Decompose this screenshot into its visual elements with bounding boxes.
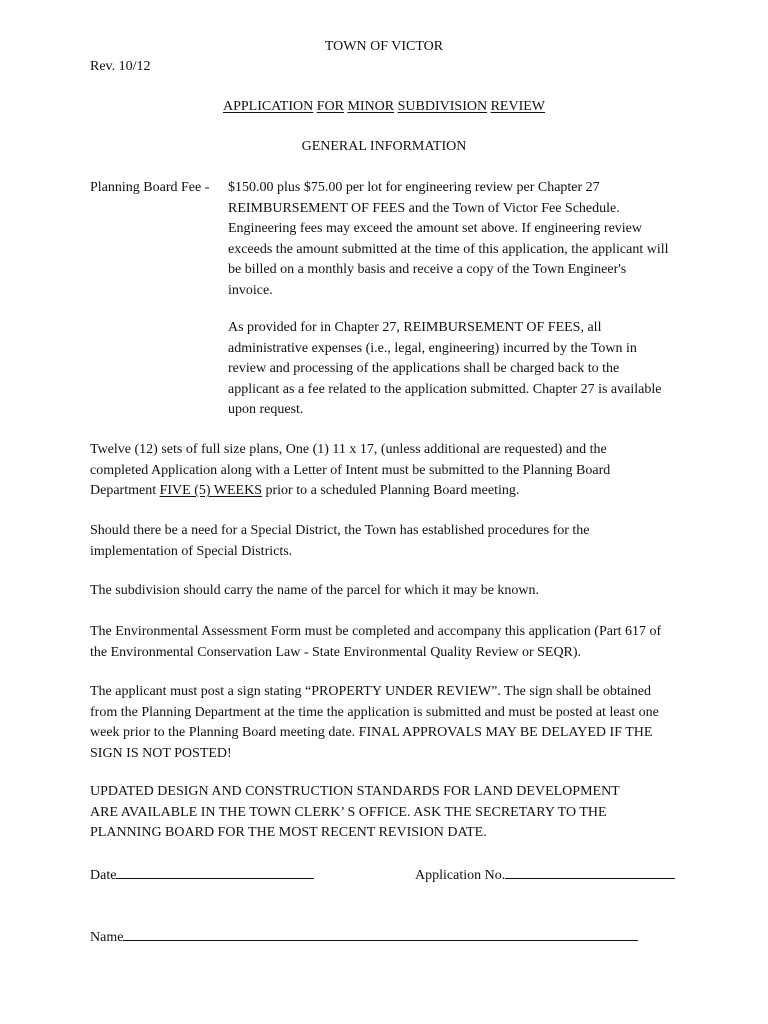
- text-line: week prior to the Planning Board meeting date. FINAL APPROVALS MAY BE DELAYED IF THE: [90, 725, 653, 740]
- special-district-paragraph: [90, 521, 690, 562]
- naming-paragraph: The subdivision should carry the name of the parcel for which it may be known.: [90, 583, 540, 598]
- section-heading: GENERAL INFORMATION: [301, 139, 467, 154]
- text-line: As provided for in Chapter 27, REIMBURSEMENT OF FEES, all: [228, 320, 602, 335]
- text-line: be billed on a monthly basis and receive a copy of the Town Engineer's: [228, 262, 627, 277]
- text-line: REIMBURSEMENT OF FEES and the Town of Victor Fee Schedule.: [228, 200, 620, 216]
- title-word: REVIEW: [490, 99, 546, 114]
- text-line: The applicant must post a sign stating “PROPERTY UNDER REVIEW”. The sign shall be obtained: [90, 684, 652, 699]
- text-line: implementation of Special Districts.: [90, 543, 293, 559]
- text-line: from the Planning Department at the time the application is submitted and must be posted at least one: [90, 704, 659, 720]
- text-line: Engineering fees may exceed the amount set above. If engineering review: [228, 221, 642, 236]
- name-field[interactable]: [90, 925, 638, 949]
- text-fragment: prior to a scheduled Planning Board meeting.: [262, 483, 520, 498]
- text-line: exceeds the amount submitted at the time of this application, the applicant will: [228, 241, 669, 257]
- title-word: MINOR: [347, 99, 395, 114]
- date-field[interactable]: [90, 863, 314, 887]
- text-line: completed Application along with a Letter of Intent must be submitted to the Planning Board: [90, 462, 611, 478]
- deadline-emphasis: FIVE (5) WEEKS: [159, 483, 262, 498]
- environmental-paragraph: [90, 622, 690, 663]
- text-line: invoice.: [228, 282, 273, 298]
- date-blank[interactable]: [116, 863, 314, 879]
- fee-description: [228, 178, 688, 301]
- title-word: SUBDIVISION: [397, 99, 488, 114]
- fee-label: Planning Board Fee -: [90, 180, 210, 195]
- text-line: upon request.: [228, 402, 304, 417]
- sign-paragraph: [90, 682, 690, 764]
- text-line: ARE AVAILABLE IN THE TOWN CLERK’ S OFFICE. ASK THE SECRETARY TO THE: [90, 804, 607, 820]
- text-line: SIGN IS NOT POSTED!: [90, 745, 232, 761]
- text-line: PLANNING BOARD FOR THE MOST RECENT REVISION DATE.: [90, 825, 487, 840]
- fee-reimbursement-paragraph: [228, 318, 688, 421]
- text-line: review and processing of the applications shall be charged back to the: [228, 361, 620, 376]
- revision-label: Rev. 10/12: [90, 59, 151, 74]
- plans-paragraph: [90, 440, 690, 502]
- title-word: FOR: [316, 99, 344, 114]
- text-line: Should there be a need for a Special District, the Town has established procedures for the: [90, 523, 590, 538]
- application-number-field[interactable]: [415, 863, 675, 887]
- date-label: Date: [90, 868, 117, 883]
- standards-paragraph: [90, 782, 690, 844]
- text-line: applicant as a fee related to the application submitted. Chapter 27 is available: [228, 381, 662, 397]
- application-number-label: Application No.: [415, 868, 506, 883]
- text-line: Twelve (12) sets of full size plans, One (1) 11 x 17, (unless additional are requested) and the: [90, 442, 607, 457]
- name-blank[interactable]: [123, 925, 638, 941]
- text-line: UPDATED DESIGN AND CONSTRUCTION STANDARDS FOR LAND DEVELOPMENT: [90, 784, 620, 799]
- text-line: The Environmental Assessment Form must be completed and accompany this application (Part 617 of: [90, 624, 662, 639]
- name-label: Name: [90, 930, 124, 945]
- text-fragment: Department: [90, 483, 160, 498]
- text-line: $150.00 plus $75.00 per lot for engineering review per Chapter 27: [228, 180, 600, 195]
- text-line: administrative expenses (i.e., legal, engineering) incurred by the Town in: [228, 340, 637, 356]
- application-number-blank[interactable]: [505, 863, 675, 879]
- document-title: [0, 97, 768, 118]
- town-name: TOWN OF VICTOR: [324, 39, 444, 54]
- text-line: the Environmental Conservation Law - State Environmental Quality Review or SEQR).: [90, 644, 582, 660]
- title-word: APPLICATION: [222, 99, 314, 114]
- text-line: [90, 481, 690, 502]
